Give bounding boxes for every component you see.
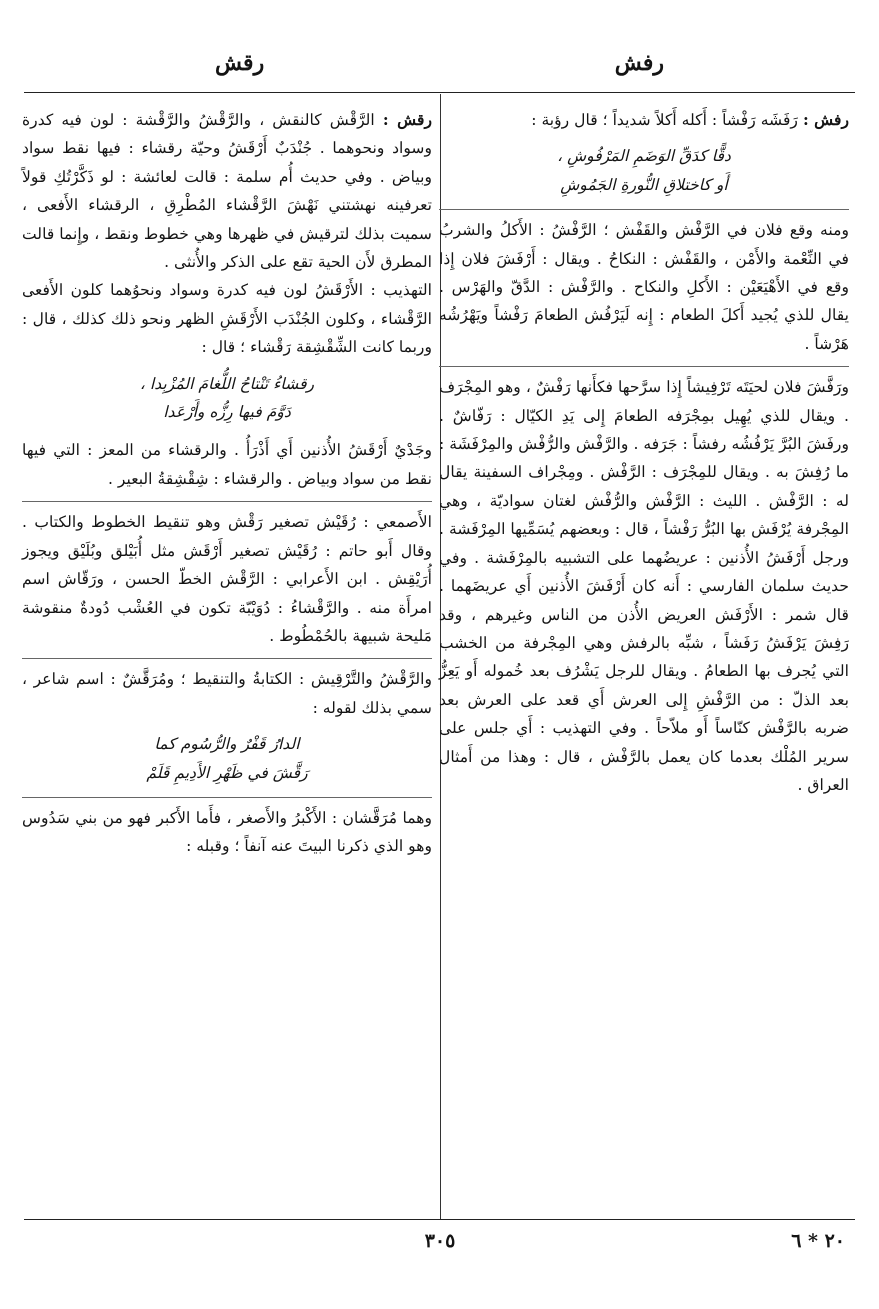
verse-ruba	[439, 142, 849, 199]
headword-raqash: رقش :	[382, 110, 432, 129]
bottom-rule	[24, 1219, 855, 1220]
verse-line: الدارُ قَفْرٌ والرُّسُوم كما	[154, 735, 300, 754]
paragraph-jady: وجَدْيٌ أَرْقَشُ الأُذنين أَي أَذْرَأُ . والرقشاء من المعز : التي فيها نقط من سواد وبياض . والرقشاء : شِقْشِقةُ البعير .	[22, 441, 432, 488]
entry-rafash-intro	[439, 106, 849, 134]
signature-mark: ٢٠ * ٦	[791, 1230, 845, 1252]
paragraph-text: الرَّقْش كالنقش ، والرَّقْشُ والرَّقْشة : لون فيه كدرة وسواد ونحوهما . جُنْدَبٌ أَرْقَشُ وحيّة رقشاء : فيها نقط سواد وبياض . وفي حديث أُم سلمة : قالت لعائشة : لو ذَكَّرْتُكِ قولاً تعرفينه نهشتني نَهْشَ الرَّقْشاء المُطْرِقِ ، الرقشاء الأَفعى ، سميت بذلك لترقيش في ظهرها وهي خطوط ونقط ، وإِنما قالت المطرق لأَن الحية تقع على الذكر والأُنثى .	[22, 111, 432, 272]
paragraph-text: رَفَشَه رَفْشاً : أَكله أَكلاً شديداً ؛ قال رؤبة :	[531, 111, 798, 129]
top-rule	[24, 92, 855, 93]
paragraph-tarfish: ورَفَّشَ فلان لحيَتَه تَرْفِيشاً إِذا سرَّحها فكأَنها رَفْشٌ ، وهو المِجْرَف . ويقال للذي يُهِيل بمِجْرَفه الطعامَ إِلى يَدِ الكيّال : رَفّاشٌ . ورفَشَ البُرَّ يَرْفُشُه رفشاً : جَرَفه . والرَّفْش والرُّفْش والمِرْفَشَة : ما رُفِشَ به . ويقال للمِجْرَف : الرَّفْش . ومِجْراف السفينة يقال له : الرَّفْش . الليث : الرَّفْش والرُّفْش لغتان سواديّة ، وهي المِجْرفة يُرْفَش بها البُرُّ رَفْشاً ، قال : وبعضهم يُسَمِّيها المِرْفَشة . ورجل أَرْفَشُ الأُذنين : عريضُهما على التشبيه بالمِرْفَشة . وفي حديث سلمان الفارسي : أَنه كان أَرْفَشَ الأُذنين أَي عريضَهما . قال شمر : الأَرْفَش العريض الأُذن من الناس وغيرهم ، وقد رَفِشَ يَرْفَشُ رَفَشاً ، شبِّه بالرفش وهي المِجْرفة من الخشب التي يُجرف بها الطعامُ . ويقال للرجل يَشْرُف بعد خُموله أَو يَعِزُّ بعد الذلّ : من الرَّفْشِ إِلى العرش أَي قعد على العرش بعد ضربه بالرَّفْش كنّاساً أَو ملاّحاً . وفي التهذيب : أَي جلس على سرير المُلْك بعدما كان يعمل بالرَّفْش ، قال : وهذا من أَمثال العراق .	[439, 366, 849, 799]
verse-line: رقشاءُ تَنْتاحُ اللُّغامَ المُزْبِدا ،	[139, 374, 315, 393]
paragraph-muraqqashan: وهما مُرَقَّشان : الأَكْبرُ والأَصغر ، فأَما الأَكبر فهو من بني سَدُوس وهو الذي ذكرنا البيتَ عنه آنفاً ؛ وقبله :	[22, 797, 432, 861]
right-column	[439, 106, 849, 799]
paragraph-rafsh-qafsh: ومنه وقع فلان في الرَّفْش والقَفْش ؛ الرَّفْشُ : الأَكلُ والشربُ في النِّعْمة والأَمْن ، والقَفْش : النكاحُ . ويقال : أَرْفَشَ فلان إِذا وقع في الأَهْيَعَيْن : الأَكلِ والنكاح . والرَّفْش : الدَّقّ والهَرْس . يقال للذي يُجيد أَكلَ الطعام : إِنه لَيَرْفُش الطعامَ رَفْشاً ويَهْرُشُه هَرْشاً .	[439, 209, 849, 358]
verse-line: رَقَّشَ في ظَهْرِ الأَدِيمِ قَلَمْ	[146, 763, 308, 782]
running-head-right: رفش	[614, 50, 664, 76]
verse-raqsha	[22, 370, 432, 427]
entry-raqash-intro	[22, 106, 432, 276]
running-head-left: رقش	[215, 50, 265, 76]
headword-rafash: رفش :	[802, 110, 849, 129]
left-column	[22, 106, 432, 861]
verse-line: أَو كاختلاقِ النُّورةِ الجَمُوشِ	[560, 175, 728, 194]
verse-line: دقًّا كدَقِّ الوَضَمِ المَرْفُوشِ ،	[557, 147, 731, 166]
paragraph-asmai: الأَصمعي : رُقَيْش تصغير رَقْش وهو تنقيط الخطوط والكتاب . وقال أَبو حاتم : رُقَيْش تصغير أَرْقَش مثل أُبَيْلق وبُلَيْق ويجوز أُرَيْقِش . ابن الأَعرابي : الرَّقْش الخطّ الحسن ، ورَقّاش اسم امرأَة منه . والرَّقْشاءُ : دُوَيْبّة تكون في العُشْب دُودةٌ منقوشة مَليحة شبيهة بالحُمْطُوط .	[22, 501, 432, 650]
page-number: ٣٠٥	[424, 1230, 456, 1252]
paragraph-muraqqash: والرَّقْشُ والتَّرْقِيش : الكتابةُ والتنقيط ؛ ومُرَقَّشٌ : اسم شاعر ، سمي بذلك لقوله :	[22, 658, 432, 722]
verse-line: دَوَّمَ فيها رِزُّه وأَرْعَدا	[163, 403, 291, 422]
verse-dar	[22, 730, 432, 787]
paragraph-tahdhib: التهذيب : الأَرْقَشُ لون فيه كدرة وسواد ونحوُهما كلون الأَفعى الرَّقْشاء ، وكلون الجُنْدَب الأَرْقَشِ الظهر ونحو ذلك كذلك ، قال : وربما كانت الشِّقْشِقة رَقْشاء ؛ قال :	[22, 281, 432, 357]
